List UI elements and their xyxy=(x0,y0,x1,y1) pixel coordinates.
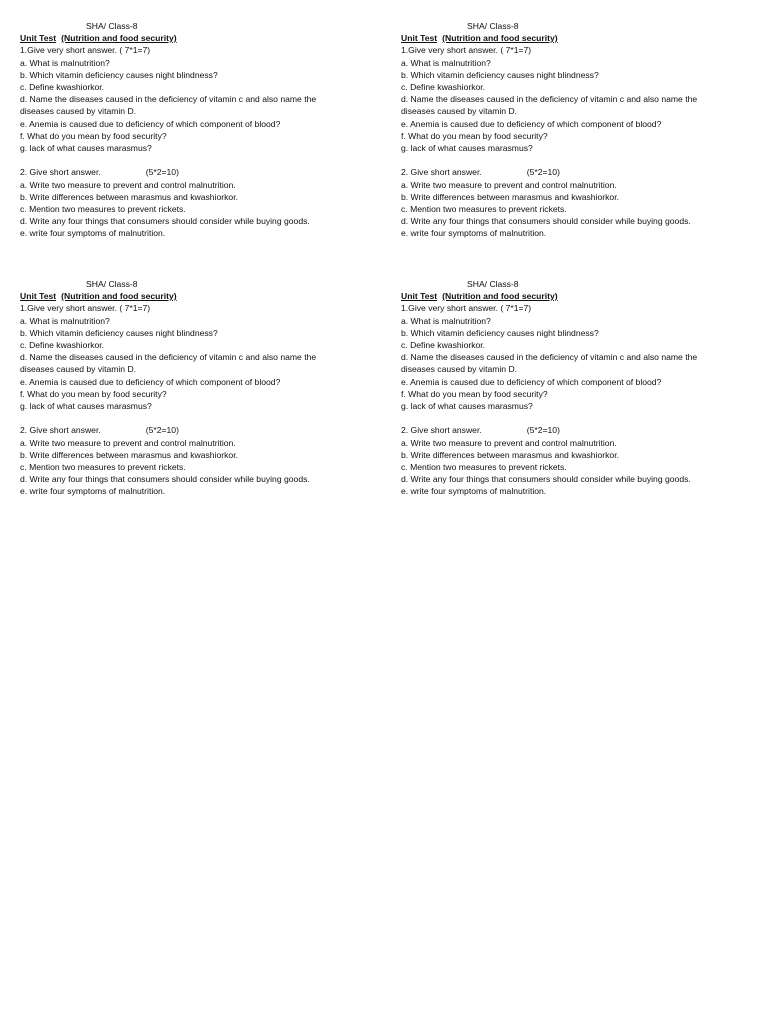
question-1e: e. Anemia is caused due to deficiency of which component of blood? xyxy=(20,118,281,129)
question-1c: c. Define kwashiorkor. xyxy=(401,340,486,351)
class-header: SHA/ Class-8 xyxy=(86,279,138,289)
title-topic: (Nutrition and food security) xyxy=(442,33,558,44)
question-2b: b. Write differences between marasmus and kwashiorkor. xyxy=(401,191,619,202)
question-sheet-top-left xyxy=(20,20,370,240)
question-1a: a. What is malnutrition? xyxy=(20,315,110,326)
question-1a: a. What is malnutrition? xyxy=(401,57,491,68)
title-unit-test: Unit Test xyxy=(20,291,57,302)
question-2b: b. Write differences between marasmus and kwashiorkor. xyxy=(401,449,619,460)
question-1a: a. What is malnutrition? xyxy=(20,57,110,68)
question-1d: d. Name the diseases caused in the deficiency of vitamin c and also name the diseases caused by vitamin D. xyxy=(20,94,317,117)
question-1f: f. What do you mean by food security? xyxy=(20,130,167,141)
title-unit-test: Unit Test xyxy=(20,33,57,44)
class-header: SHA/ Class-8 xyxy=(86,21,138,31)
question-1b: b. Which vitamin deficiency causes night blindness? xyxy=(401,327,599,338)
question-1d: d. Name the diseases caused in the deficiency of vitamin c and also name the diseases caused by vitamin D. xyxy=(20,352,317,375)
question-2d: d. Write any four things that consumers should consider while buying goods. xyxy=(401,216,691,227)
question-2a: a. Write two measure to prevent and control malnutrition. xyxy=(20,437,236,448)
question-2e: e. write four symptoms of malnutrition. xyxy=(20,228,166,239)
question-2b: b. Write differences between marasmus and kwashiorkor. xyxy=(20,191,238,202)
question-1c: c. Define kwashiorkor. xyxy=(20,82,105,93)
question-sheet-top-right xyxy=(401,20,751,240)
question-2e: e. write four symptoms of malnutrition. xyxy=(401,228,547,239)
title-topic: (Nutrition and food security) xyxy=(61,33,177,44)
question-1g: g. lack of what causes marasmus? xyxy=(20,143,152,154)
section1-heading: 1.Give very short answer. ( 7*1=7) xyxy=(20,303,151,314)
question-2a: a. Write two measure to prevent and control malnutrition. xyxy=(401,179,617,190)
question-1a: a. What is malnutrition? xyxy=(401,315,491,326)
question-1e: e. Anemia is caused due to deficiency of which component of blood? xyxy=(20,376,281,387)
title-topic: (Nutrition and food security) xyxy=(442,291,558,302)
section2-marks: (5*2=10) xyxy=(526,425,560,436)
question-2a: a. Write two measure to prevent and control malnutrition. xyxy=(20,179,236,190)
question-2b: b. Write differences between marasmus and kwashiorkor. xyxy=(20,449,238,460)
unit-test-title xyxy=(401,32,751,44)
section1-heading: 1.Give very short answer. ( 7*1=7) xyxy=(20,45,151,56)
question-1e: e. Anemia is caused due to deficiency of which component of blood? xyxy=(401,118,662,129)
question-2e: e. write four symptoms of malnutrition. xyxy=(20,486,166,497)
title-topic: (Nutrition and food security) xyxy=(61,291,177,302)
question-sheet-bottom-left xyxy=(20,278,370,498)
question-1g: g. lack of what causes marasmus? xyxy=(401,401,533,412)
section2-heading: 2. Give short answer. xyxy=(401,167,482,178)
section2-marks: (5*2=10) xyxy=(145,167,179,178)
question-2c: c. Mention two measures to prevent rickets. xyxy=(401,204,567,215)
question-1c: c. Define kwashiorkor. xyxy=(20,340,105,351)
question-1f: f. What do you mean by food security? xyxy=(401,130,548,141)
section2-heading-row xyxy=(20,166,370,178)
section2-heading: 2. Give short answer. xyxy=(401,425,482,436)
question-2d: d. Write any four things that consumers should consider while buying goods. xyxy=(20,216,310,227)
question-1g: g. lack of what causes marasmus? xyxy=(401,143,533,154)
section2-marks: (5*2=10) xyxy=(145,425,179,436)
section2-marks: (5*2=10) xyxy=(526,167,560,178)
section1-heading: 1.Give very short answer. ( 7*1=7) xyxy=(401,45,532,56)
question-1d: d. Name the diseases caused in the deficiency of vitamin c and also name the diseases caused by vitamin D. xyxy=(401,352,698,375)
question-2e: e. write four symptoms of malnutrition. xyxy=(401,486,547,497)
question-1e: e. Anemia is caused due to deficiency of which component of blood? xyxy=(401,376,662,387)
section2-heading-row xyxy=(401,166,751,178)
question-sheet-bottom-right xyxy=(401,278,751,498)
section2-heading-row xyxy=(401,424,751,436)
question-2c: c. Mention two measures to prevent rickets. xyxy=(20,462,186,473)
question-2d: d. Write any four things that consumers should consider while buying goods. xyxy=(401,474,691,485)
title-unit-test: Unit Test xyxy=(401,33,438,44)
question-1d: d. Name the diseases caused in the deficiency of vitamin c and also name the diseases caused by vitamin D. xyxy=(401,94,698,117)
question-2d: d. Write any four things that consumers should consider while buying goods. xyxy=(20,474,310,485)
title-unit-test: Unit Test xyxy=(401,291,438,302)
question-1g: g. lack of what causes marasmus? xyxy=(20,401,152,412)
section1-heading: 1.Give very short answer. ( 7*1=7) xyxy=(401,303,532,314)
question-1b: b. Which vitamin deficiency causes night blindness? xyxy=(20,69,218,80)
question-1b: b. Which vitamin deficiency causes night blindness? xyxy=(401,69,599,80)
section2-heading-row xyxy=(20,424,370,436)
question-2c: c. Mention two measures to prevent rickets. xyxy=(20,204,186,215)
section2-heading: 2. Give short answer. xyxy=(20,167,101,178)
unit-test-title xyxy=(401,290,751,302)
section2-heading: 2. Give short answer. xyxy=(20,425,101,436)
question-1f: f. What do you mean by food security? xyxy=(20,388,167,399)
question-1f: f. What do you mean by food security? xyxy=(401,388,548,399)
question-1b: b. Which vitamin deficiency causes night blindness? xyxy=(20,327,218,338)
question-2c: c. Mention two measures to prevent rickets. xyxy=(401,462,567,473)
unit-test-title xyxy=(20,290,370,302)
question-2a: a. Write two measure to prevent and control malnutrition. xyxy=(401,437,617,448)
unit-test-title xyxy=(20,32,370,44)
class-header: SHA/ Class-8 xyxy=(467,21,519,31)
question-1c: c. Define kwashiorkor. xyxy=(401,82,486,93)
class-header: SHA/ Class-8 xyxy=(467,279,519,289)
